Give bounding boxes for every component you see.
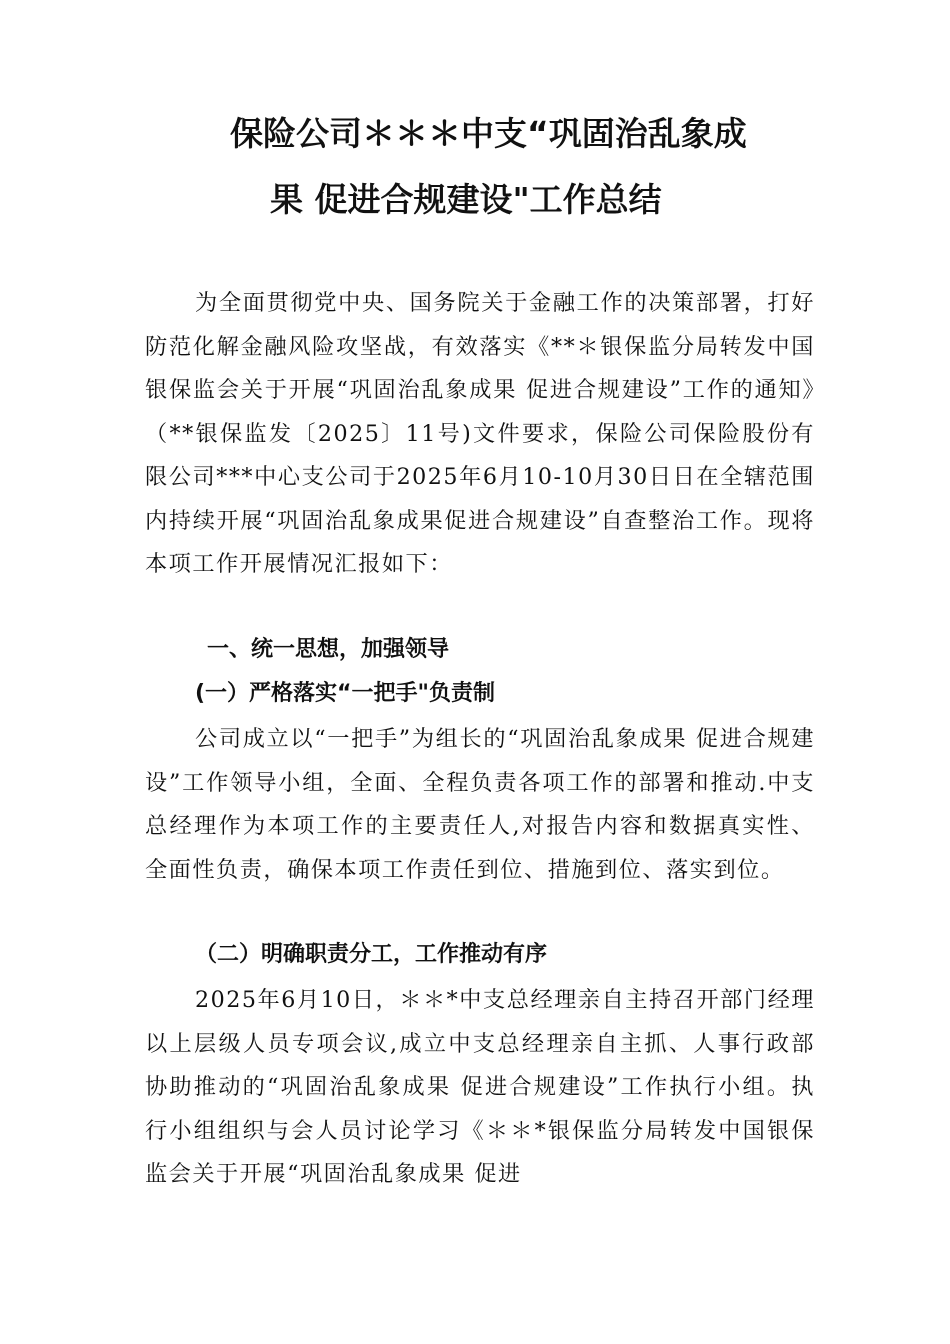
- subsection-heading-1-1: (一）严格落实“一把手"负责制: [195, 681, 495, 706]
- intro-paragraph: 为全面贯彻党中央、国务院关于金融工作的决策部署，打好防范化解金融风险攻坚战，有效落实《**＊银保监分局转发中国银保监会关于开展“巩固治乱象成果 促进合规建设”工作的通知》（**银保监发〔2025〕11号)文件要求，保险公司保险股份有限公司***中心支公司于2025年6月10-10月30日日在全辖范围内持续开展“巩固治乱象成果促进合规建设”自查整治工作。现将本项工作开展情况汇报如下：: [145, 290, 815, 577]
- section-heading-1: 一、统一思想，加强领导: [207, 637, 450, 662]
- document-title-line-2: 果 促进合规建设"工作总结: [270, 180, 662, 219]
- subsection-heading-1-2: （二）明确职责分工，工作推动有序: [195, 942, 548, 967]
- subsection-paragraph-1-2: 2025年6月10日，＊＊*中支总经理亲自主持召开部门经理以上层级人员专项会议,成立中支总经理亲自主抓、人事行政部协助推动的“巩固治乱象成果 促进合规建设”工作执行小组。执行小组组织与会人员讨论学习《＊＊*银保监分局转发中国银保监会关于开展“巩固治乱象成果 促进: [145, 987, 815, 1187]
- document-title-line-1: 保险公司＊＊＊中支“巩固治乱象成: [230, 114, 747, 153]
- subsection-paragraph-1-1: 公司成立以“一把手”为组长的“巩固治乱象成果 促进合规建设”工作领导小组，全面、全程负责各项工作的部署和推动.中支总经理作为本项工作的主要责任人,对报告内容和数据真实性、全面性负责，确保本项工作责任到位、措施到位、落实到位。: [145, 726, 815, 883]
